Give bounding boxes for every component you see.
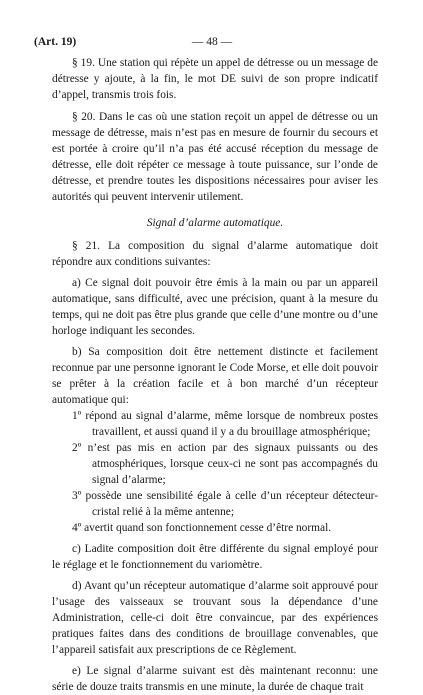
- page-number: — 48 —: [191, 36, 233, 48]
- clause-b-item-4: 4º avertit quand son fonctionnement cesse d’être normal.: [72, 522, 332, 534]
- clause-b-item-2: 2º n’est pas mis en action par des signaux puissants ou des atmosphériques, lorsque ceux-ci ne sont pas accompagnés du signal d’alarme;: [72, 442, 378, 486]
- clause-b-item-3: 3º possède une sensibilité égale à celle d’un récepteur détecteur-cristal relié à la même antenne;: [72, 490, 378, 518]
- clause-e: e) Le signal d’alarme suivant est dès maintenant reconnu: une série de douze traits transmis en une minute, la durée de chaque trait: [52, 665, 378, 693]
- paragraph-19: § 19. Une station qui répète un appel de détresse ou un message de détresse y ajoute, à la fin, le mot DE suivi de son propre indicatif d’appel, transmis trois fois.: [52, 57, 378, 101]
- page-header: [34, 34, 390, 50]
- clause-c: c) Ladite composition doit être différente du signal employé pour le réglage et le fonctionnement du variomètre.: [52, 543, 378, 571]
- clause-b: b) Sa composition doit être nettement distincte et facilement reconnue par une personne ignorant le Code Morse, et elle doit pouvoir se prêter à la création facile et à bon marché d’un récepteur automatique qui:: [52, 346, 378, 406]
- paragraph-20: § 20. Dans le cas où une station reçoit un appel de détresse ou un message de détresse, mais n’est pas en mesure de fournir du secours et est portée à croire qu’il n’a pas été accusé réception du message de détresse, elle doit répéter ce message à toute puissance, sur l’onde de détresse, et prendre toutes les dispositions nécessaires pour aviser les autorités qui peuvent intervenir utilement.: [52, 111, 378, 203]
- clause-d: d) Avant qu’un récepteur automatique d’alarme soit approuvé pour l’usage des vaisseaux se trouvant sous la dépendance d’une Administration, celle-ci doit être convaincue, par des expériences pratiques faites dans des conditions de brouillage convenables, que l’appareil satisfait aux prescriptions de ce Règlement.: [52, 580, 378, 656]
- article-reference: (Art. 19): [34, 36, 77, 48]
- paragraph-21: § 21. La composition du signal d’alarme automatique doit répondre aux conditions suivantes:: [52, 240, 378, 268]
- clause-a: a) Ce signal doit pouvoir être émis à la main ou par un appareil automatique, sans difficulté, avec une précision, quant à la mesure du temps, qui ne doit pas être plus grande que celle d’une montre ou d’une horloge indiquant les secondes.: [52, 277, 378, 337]
- page-body: [52, 55, 378, 695]
- clause-b-item-1: 1º répond au signal d’alarme, même lorsque de nombreux postes travaillent, et aussi quand il y a du brouillage atmosphérique;: [72, 410, 378, 438]
- section-heading: Signal d’alarme automatique.: [146, 217, 284, 229]
